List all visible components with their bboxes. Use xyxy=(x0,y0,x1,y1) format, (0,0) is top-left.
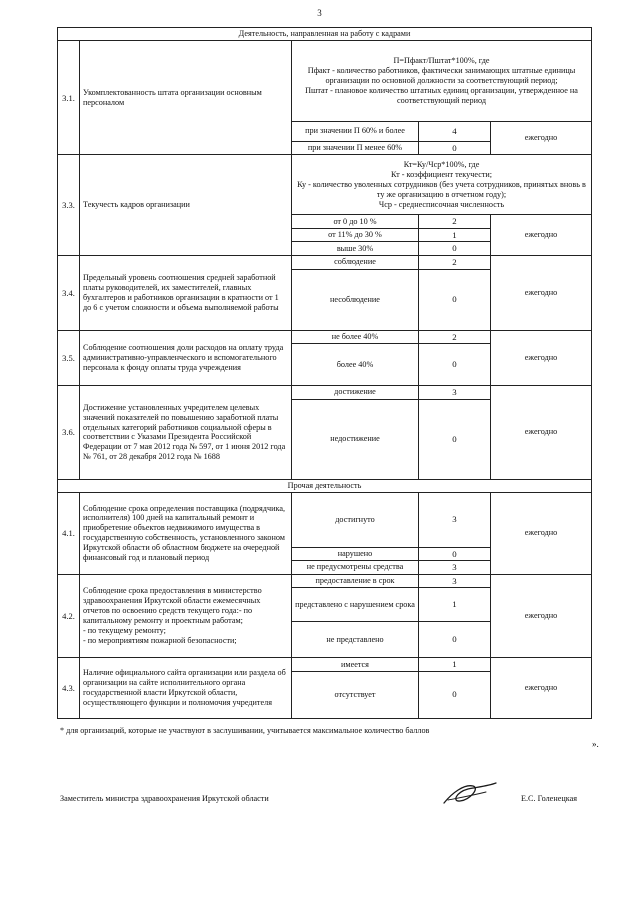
formula-line: Кт - коэффициент текучести; xyxy=(390,170,493,180)
row-number: 3.6. xyxy=(58,386,80,480)
score-value: 1 xyxy=(419,658,491,672)
formula-block xyxy=(292,40,592,121)
condition-label: нарушено xyxy=(292,547,419,561)
formula-line: П=Пфакт/Пштат*100%, где xyxy=(393,56,490,66)
condition-label: достигнуто xyxy=(292,492,419,547)
condition-label: представлено с нарушением срока xyxy=(292,588,419,622)
condition-label: от 11% до 30 % xyxy=(292,228,419,242)
condition-label: не представлено xyxy=(292,622,419,658)
criterion-text: Предельный уровень соотношения средней заработной платы руководителей, их заместителей, главных бухгалтеров и работников организации в кратности от 1 до 6 с учетом сложности и объема выполняемой работы xyxy=(80,256,292,331)
condition-label: соблюдение xyxy=(292,256,419,270)
row-number: 3.4. xyxy=(58,256,80,331)
criterion-line: - по текущему ремонту; xyxy=(83,625,166,635)
formula-line: Чср - среднесписочная численность xyxy=(378,199,505,209)
footnote: * для организаций, которые не участвуют в заслушивании, учитывается максимальное количество баллов xyxy=(60,726,430,735)
condition-label: выше 30% xyxy=(292,242,419,256)
score-value: 1 xyxy=(419,588,491,622)
criterion-line: Соблюдение срока предоставления в министерство здравоохранения Иркутской области ежемесячных отчетов по освоению средств текущего года:- по капитальному ремонту и проектным работам; xyxy=(83,586,262,625)
section-header-staff: Деятельность, направленная на работу с кадрами xyxy=(58,28,592,41)
criterion-text: Текучесть кадров организации xyxy=(80,155,292,256)
score-value: 3 xyxy=(419,386,491,400)
page-number: 3 xyxy=(317,8,322,18)
row-number: 3.3. xyxy=(58,155,80,256)
score-value: 0 xyxy=(419,547,491,561)
period-value: ежегодно xyxy=(491,121,592,155)
period-value: ежегодно xyxy=(491,574,592,658)
row-number: 4.3. xyxy=(58,658,80,719)
condition-label: от 0 до 10 % xyxy=(292,215,419,229)
criteria-table xyxy=(57,27,592,719)
score-value: 0 xyxy=(419,269,491,330)
criterion-line: - по мероприятиям пожарной безопасности; xyxy=(83,635,237,645)
condition-label: предоставление в срок xyxy=(292,574,419,588)
condition-label: не более 40% xyxy=(292,330,419,344)
signatory-name: Е.С. Голенецкая xyxy=(521,794,577,803)
row-number: 4.1. xyxy=(58,492,80,574)
row-number: 3.1. xyxy=(58,40,80,155)
score-value: 2 xyxy=(419,215,491,229)
score-value: 2 xyxy=(419,256,491,270)
handwritten-signature xyxy=(440,776,500,808)
score-value: 3 xyxy=(419,574,491,588)
criterion-text: Соблюдение соотношения доли расходов на оплату труда административно-управленческого и вспомогательного персонала к фонду оплаты труда учреждения xyxy=(80,330,292,386)
score-value: 0 xyxy=(419,242,491,256)
score-value: 0 xyxy=(419,622,491,658)
criterion-text: Наличие официального сайта организации или раздела об организации на сайте исполнительного органа государственной власти Иркутской области, осуществляющего функции и полномочия учредителя xyxy=(80,658,292,719)
condition-label: несоблюдение xyxy=(292,269,419,330)
criterion-text: Достижение установленных учредителем целевых значений показателей по повышению заработной платы отдельных категорий работников социальной сферы в соответствии с Указами Президента Российской Федерации от 7 мая 2012 года № 597, от 1 июня 2012 года № 761, от 28 декабря 2012 года № 1688 xyxy=(80,386,292,480)
period-value: ежегодно xyxy=(491,256,592,331)
condition-label: имеется xyxy=(292,658,419,672)
criterion-text: Укомплектованность штата организации основным персоналом xyxy=(80,40,292,155)
period-value: ежегодно xyxy=(491,215,592,256)
score-value: 3 xyxy=(419,561,491,575)
formula-line: Пфакт - количество работников, фактически занимающих штатные единицы организации по основной должности за соответствующий период; xyxy=(307,66,576,85)
formula-line: Пштат - плановое количество штатных единиц организации, утвержденное на соответствующий период xyxy=(305,85,578,105)
formula-line: Кт=Ку/Чср*100%, где xyxy=(403,160,480,170)
condition-label: достижение xyxy=(292,386,419,400)
condition-label: более 40% xyxy=(292,344,419,386)
criterion-text: Соблюдение срока определения поставщика (подрядчика, исполнителя) 100 дней на капитальный ремонт и приобретение объектов недвижимого имущества в государственную собственность, установленного законом Иркутской области об областном бюджете на очередной финансовый год и плановый период xyxy=(80,492,292,574)
score-value: 0 xyxy=(419,344,491,386)
signatory-title: Заместитель министра здравоохранения Иркутской области xyxy=(60,794,269,803)
condition-label: при значении П 60% и более xyxy=(292,121,419,141)
score-value: 1 xyxy=(419,228,491,242)
condition-label: не предусмотрены средства xyxy=(292,561,419,575)
criterion-text xyxy=(80,574,292,658)
period-value: ежегодно xyxy=(491,330,592,386)
score-value: 3 xyxy=(419,492,491,547)
condition-label: отсутствует xyxy=(292,671,419,718)
period-value: ежегодно xyxy=(491,386,592,480)
closing-quote: ». xyxy=(592,739,599,749)
score-value: 0 xyxy=(419,141,491,155)
row-number: 3.5. xyxy=(58,330,80,386)
formula-block xyxy=(292,155,592,215)
section-header-other: Прочая деятельность xyxy=(58,479,592,492)
row-number: 4.2. xyxy=(58,574,80,658)
period-value: ежегодно xyxy=(491,492,592,574)
score-value: 0 xyxy=(419,399,491,479)
score-value: 0 xyxy=(419,671,491,718)
formula-line: Ку - количество уволенных сотрудников (без учета сотрудников, принятых вновь в ту же организацию в отчетном году); xyxy=(297,179,586,199)
score-value: 2 xyxy=(419,330,491,344)
condition-label: при значении П менее 60% xyxy=(292,141,419,155)
period-value: ежегодно xyxy=(491,658,592,719)
condition-label: недостижение xyxy=(292,399,419,479)
score-value: 4 xyxy=(419,121,491,141)
